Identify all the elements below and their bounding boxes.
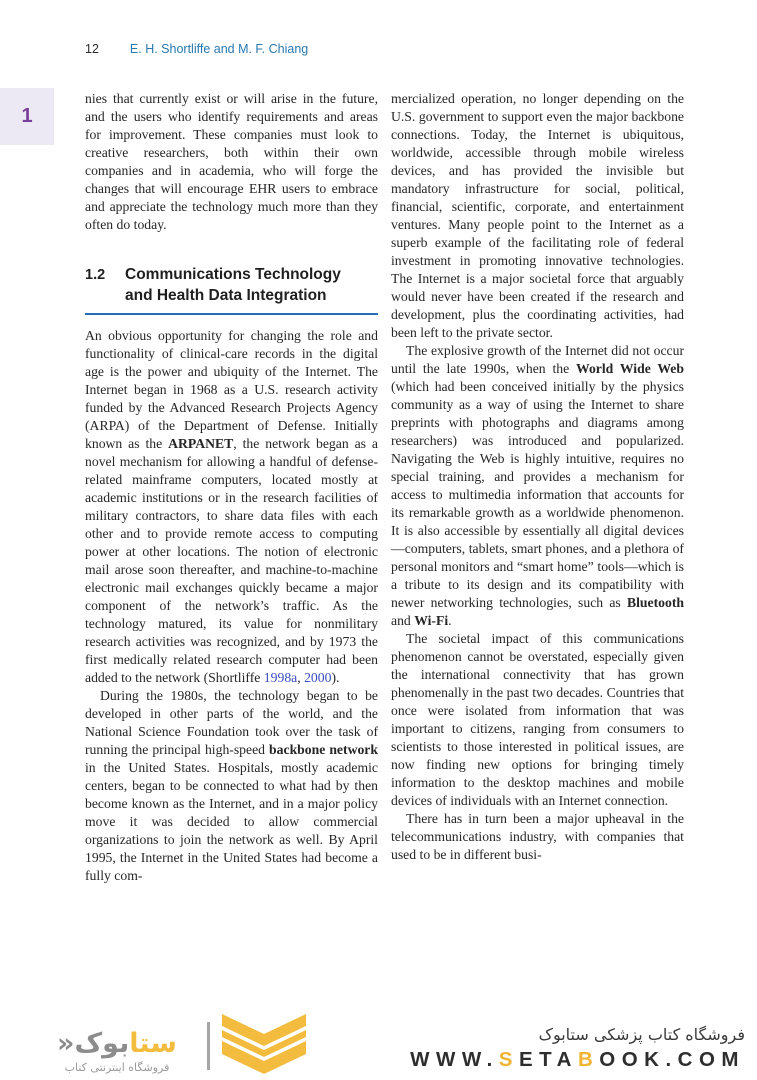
text-segment: (which had been conceived initially by the physics community as a way of using the Internet to share preprints with photographs and diagrams among researchers) was introduced and popularized. Navigating the Web is highly intuitive, requires no special training, and provides a mechanism for access to multimedia information that accounts for its remarkable growth as a worldwide phenomenon. It is also accessible by essentially all digital devices—computers, tablets, smart phones, and a plethora of personal monitors and “smart home” tools—which is a tribute to its design and its compatibility with newer networking technologies, such as bbox=[391, 379, 684, 610]
footer-site-info bbox=[410, 1025, 745, 1072]
section-title bbox=[125, 264, 341, 306]
left-text-column bbox=[85, 90, 378, 885]
text-segment: ETA bbox=[518, 1048, 578, 1071]
section-title-line1: Communications Technology bbox=[125, 266, 341, 283]
text-segment: An obvious opportunity for changing the role and functionality of clinical-care records in the digital age is the power and ubiquity of the Internet. The Internet began in 1968 as a U.S. research activity funded by the Advanced Research Projects Agency (ARPA) of the Department of Defense. Initially known as the bbox=[85, 328, 378, 451]
text-segment: in the United States. Hospitals, mostly academic centers, began to be connected to what had by then become known as the Internet, and in a major policy move it was decided to allow commercial organizations to join the network as well. By April 1995, the Internet in the United States had become a fully com- bbox=[85, 760, 378, 883]
setabook-logo[interactable] bbox=[32, 1029, 202, 1074]
logo-tagline: فروشگاه اینترنتی کتاب bbox=[64, 1061, 170, 1074]
text-segment: , bbox=[297, 670, 305, 685]
site-title-farsi: فروشگاه کتاب پزشکی ستابوک bbox=[538, 1025, 745, 1044]
chevron-emblem-icon bbox=[222, 1014, 306, 1074]
body-paragraph bbox=[391, 630, 684, 810]
running-head-authors: E. H. Shortliffe and M. F. Chiang bbox=[129, 42, 309, 56]
page-header bbox=[85, 42, 685, 56]
watermark-footer bbox=[0, 1010, 757, 1080]
text-segment: The explosive growth of the Internet did not occur until the late 1990s, when the bbox=[391, 343, 684, 376]
body-paragraph bbox=[391, 90, 684, 342]
text-segment: . bbox=[448, 613, 452, 628]
section-rule bbox=[85, 313, 378, 315]
body-paragraph bbox=[391, 342, 684, 630]
chapter-margin-tab bbox=[0, 88, 54, 145]
text-segment: B bbox=[577, 1048, 600, 1071]
text-segment: World Wide Web bbox=[576, 361, 684, 376]
text-segment: There has in turn been a major upheaval in the telecommunications industry, with companies that used to be in different busi- bbox=[391, 811, 684, 862]
page-number: 12 bbox=[85, 42, 99, 56]
body-paragraph bbox=[85, 687, 378, 885]
text-segment: S bbox=[498, 1048, 519, 1071]
wordmark-part-gray: بوک bbox=[74, 1028, 130, 1059]
text-segment: ). bbox=[331, 670, 340, 685]
body-paragraph bbox=[391, 810, 684, 864]
text-segment: backbone network bbox=[269, 742, 378, 757]
text-segment: mercialized operation, no longer depending on the U.S. government to support even the major backbone connections. Today, the Internet is ubiquitous, worldwide, accessible through mobile wireless devices, and has provided the invisible but mandatory infrastructure for social, political, financial, scientific, corporate, and entertainment ventures. Many people point to the Internet as a superb example of the facilitating role of federal investment in promoting innovative technologies. The Internet is a major societal force that arguably would never have been created if the research and development, plus the coordinating activities, had been left to the private sector. bbox=[391, 91, 684, 340]
right-text-column bbox=[391, 90, 684, 864]
text-segment: and bbox=[391, 613, 415, 628]
body-paragraph bbox=[85, 90, 378, 234]
text-segment: Bluetooth bbox=[626, 595, 684, 610]
text-segment: ARPANET bbox=[168, 436, 234, 451]
text-segment: OOK.COM bbox=[599, 1048, 745, 1071]
chapter-number: 1 bbox=[21, 105, 33, 127]
site-url[interactable] bbox=[410, 1048, 745, 1072]
text-segment: , the network began as a novel mechanism for allowing a handful of defense-related mainframe computers, located mostly at academic institutions or in the research facilities of military contractors, to share data files with each other and to provide remote access to computing power at other locations. The notion of electronic mail arose soon thereafter, and machine-to-machine electronic mail exchanges quickly became a major component of the network’s traffic. As the technology matured, its value for nonmilitary research activities was recognized, and by 1973 the first medically related research computer had been added to the network (Shortliffe bbox=[85, 436, 378, 685]
section-title-line2: and Health Data Integration bbox=[125, 287, 327, 304]
citation-link[interactable]: 2000 bbox=[304, 670, 332, 685]
setabook-wordmark bbox=[32, 1029, 202, 1059]
wordmark-part-yellow: ستا bbox=[129, 1028, 177, 1059]
text-segment: The societal impact of this communications phenomenon cannot be overstated, especially given the international connectivity that has grown phenomenally in the past two decades. Countries that once were isolated from information that was important to citizens, ranging from consumers to scientists to those interested in political issues, are now finding new options for bringing timely information to the desktop machines and mobile devices of individuals with an Internet connection. bbox=[391, 631, 684, 808]
text-segment: During the 1980s, the technology began to be developed in other parts of the world, and the National Science Foundation took over the task of running the principal high-speed bbox=[85, 688, 378, 757]
footer-divider bbox=[207, 1022, 210, 1070]
guillemet-icon: « bbox=[57, 1028, 75, 1059]
text-segment: WWW. bbox=[410, 1048, 499, 1071]
text-segment: Wi-Fi bbox=[414, 613, 449, 628]
section-heading bbox=[85, 264, 378, 306]
citation-link[interactable]: 1998a bbox=[263, 670, 298, 685]
body-paragraph bbox=[85, 327, 378, 687]
text-segment: nies that currently exist or will arise in the future, and the users who identify requirements and areas for improvement. These companies must look to creative researchers, both within their own companies and in academia, who will forge the changes that will encourage EHR users to embrace and appreciate the technology much more than they often do today. bbox=[85, 91, 378, 232]
section-number: 1.2 bbox=[85, 267, 106, 283]
